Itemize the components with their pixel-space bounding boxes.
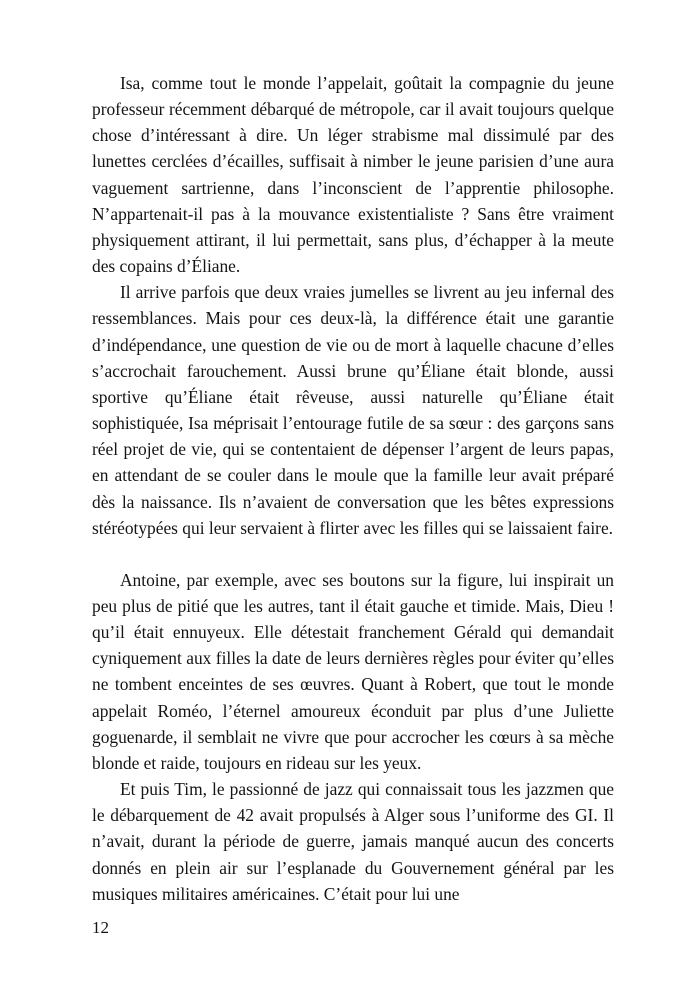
paragraph-tim: Et puis Tim, le passionné de jazz qui connaissait tous les jazzmen que le débarquement de 42 avait propulsés à Alger sous l’uniforme des GI. Il n’avait, durant la période de guerre, jamais manqué aucun des concerts donnés en plein air sur l’esplanade du Gouvernement général par les musiques militaires américaines. C’était pour lui une	[92, 779, 614, 904]
paragraph-jumelles: Il arrive parfois que deux vraies jumelles se livrent au jeu infernal des ressemblances. Mais pour ces deux-là, la différence était une garantie d’indépendance, une question de vie ou de mort à laquelle chacune d’elles s’accrochait farouchement. Aussi brune qu’Éliane était blonde, aussi sportive qu’Éliane était rêveuse, aussi naturelle qu’Éliane était sophistiquée, Isa méprisait l’entourage futile de sa sœur : des garçons sans réel projet de vie, qui se contentaient de dépenser l’argent de leurs papas, en attendant de se couler dans le moule que la famille leur avait préparé dès la naissance. Ils n’avaient de conversation que les bêtes expressions stéréotypées qui leur servaient à flirter avec les filles qui se laissaient faire.	[92, 282, 614, 538]
page-number: 12	[92, 918, 109, 937]
paragraph-isa-professeur: Isa, comme tout le monde l’appelait, goûtait la compagnie du jeune professeur récemment débarqué de métropole, car il avait toujours quelque chose d’intéressant à dire. Un léger strabisme mal dissimulé par des lunettes cerclées d’écailles, suffisait à nimber le jeune parisien d’une aura vaguement sartrienne, dans l’inconscient de l’apprentie philosophe. N’appartenait-il pas à la mouvance existentialiste ? Sans être vraiment physiquement attirant, il lui permettait, sans plus, d’échapper à la meute des copains d’Éliane.	[92, 73, 614, 277]
page-body	[92, 70, 614, 907]
paragraph-antoine: Antoine, par exemple, avec ses boutons sur la figure, lui inspirait un peu plus de pitié que les autres, tant il était gauche et timide. Mais, Dieu ! qu’il était ennuyeux. Elle détestait franchement Gérald qui demandait cyniquement aux filles la date de leurs dernières règles pour éviter qu’elles ne tombent enceintes de ses œuvres. Quant à Robert, que tout le monde appelait Roméo, l’éternel amoureux éconduit par plus d’une Juliette goguenarde, il semblait ne vivre que pour accrocher les cœurs à sa mèche blonde et raide, toujours en rideau sur les yeux.	[92, 569, 614, 773]
